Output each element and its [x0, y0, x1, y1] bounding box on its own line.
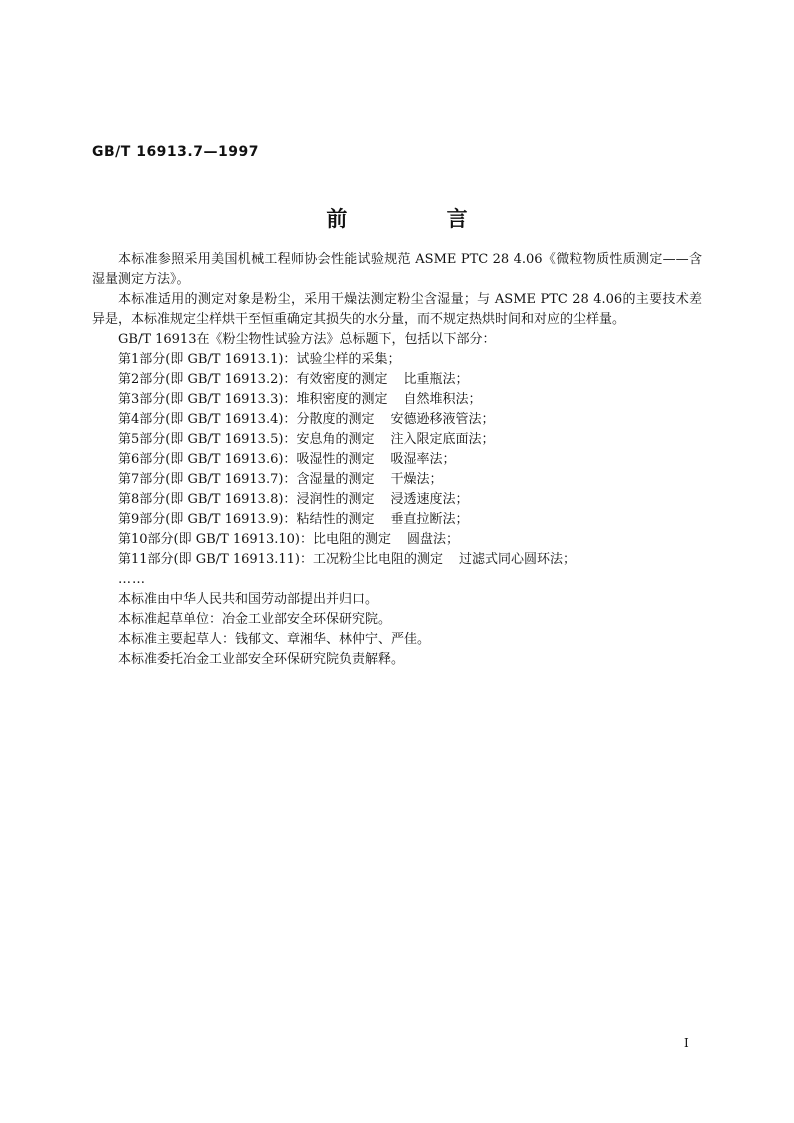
- part-method: 吸湿率法；: [390, 452, 456, 467]
- list-item: [92, 490, 702, 510]
- intro-paragraph: 本标准参照采用美国机械工程师协会性能试验规范 ASME PTC 28 4.06《微粒物质性质测定——含湿量测定方法》。: [92, 252, 702, 287]
- part-method: 干燥法；: [390, 472, 443, 487]
- list-item: [92, 410, 702, 430]
- standard-code: GB/T 16913.7—1997: [92, 144, 259, 160]
- series-paragraph: GB/T 16913在《粉尘物性试验方法》总标题下，包括以下部分：: [118, 332, 496, 347]
- part-method: 过滤式同心圆环法；: [458, 552, 576, 567]
- list-item: [92, 550, 702, 570]
- list-item: [92, 430, 702, 450]
- part-id: 第2部分(即 GB/T 16913.2)：: [118, 372, 297, 387]
- part-method: 浸透速度法；: [390, 492, 469, 507]
- foreword-body: [92, 250, 702, 670]
- part-name: 安息角的测定: [296, 432, 375, 447]
- part-id: 第1部分(即 GB/T 16913.1)：: [118, 352, 297, 367]
- part-id: 第3部分(即 GB/T 16913.3)：: [118, 392, 297, 407]
- drafters-statement: 本标准主要起草人：钱郁文、章湘华、林仲宁、严佳。: [118, 632, 431, 647]
- drafting-unit-statement: 本标准起草单位：冶金工业部安全环保研究院。: [118, 612, 392, 627]
- list-item: [92, 530, 702, 550]
- proposer-statement: 本标准由中华人民共和国劳动部提出并归口。: [118, 592, 379, 607]
- scope-paragraph: 本标准适用的测定对象是粉尘，采用干燥法测定粉尘含湿量；与 ASME PTC 28 4.06的主要技术差异是，本标准规定尘样烘干至恒重确定其损失的水分量，而不规定热烘时间和对应的尘样量。: [92, 292, 702, 327]
- part-method: 自然堆积法；: [403, 392, 482, 407]
- part-name: 比电阻的测定: [312, 532, 391, 547]
- interpretation-statement: 本标准委托冶金工业部安全环保研究院负责解释。: [118, 652, 405, 667]
- parts-list: [92, 350, 702, 570]
- part-method: 安德逊移液管法；: [390, 412, 495, 427]
- part-method: 注入限定底面法；: [390, 432, 495, 447]
- part-id: 第11部分(即 GB/T 16913.11)：: [118, 552, 313, 567]
- part-name: 含湿量的测定: [296, 472, 375, 487]
- part-name: 工况粉尘比电阻的测定: [312, 552, 443, 567]
- page-title: 前 言: [326, 207, 514, 231]
- part-name: 堆积密度的测定: [296, 392, 388, 407]
- part-method: 垂直拉断法；: [390, 512, 469, 527]
- list-item: [92, 390, 702, 410]
- part-name: 粘结性的测定: [296, 512, 375, 527]
- part-name: 有效密度的测定: [296, 372, 388, 387]
- part-id: 第5部分(即 GB/T 16913.5)：: [118, 432, 297, 447]
- part-id: 第7部分(即 GB/T 16913.7)：: [118, 472, 297, 487]
- list-item: [92, 470, 702, 490]
- part-id: 第10部分(即 GB/T 16913.10)：: [118, 532, 313, 547]
- list-item: [92, 450, 702, 470]
- list-item: [92, 350, 702, 370]
- part-name: 试验尘样的采集；: [296, 352, 401, 367]
- part-id: 第8部分(即 GB/T 16913.8)：: [118, 492, 297, 507]
- part-id: 第4部分(即 GB/T 16913.4)：: [118, 412, 297, 427]
- part-name: 吸湿性的测定: [296, 452, 375, 467]
- page-number: I: [684, 1036, 689, 1050]
- part-name: 分散度的测定: [296, 412, 375, 427]
- list-item: [92, 510, 702, 530]
- part-method: 比重瓶法；: [403, 372, 469, 387]
- part-method: 圆盘法；: [406, 532, 459, 547]
- part-name: 浸润性的测定: [296, 492, 375, 507]
- list-item: [92, 370, 702, 390]
- ellipsis: ……: [118, 572, 146, 587]
- part-id: 第9部分(即 GB/T 16913.9)：: [118, 512, 297, 527]
- part-id: 第6部分(即 GB/T 16913.6)：: [118, 452, 297, 467]
